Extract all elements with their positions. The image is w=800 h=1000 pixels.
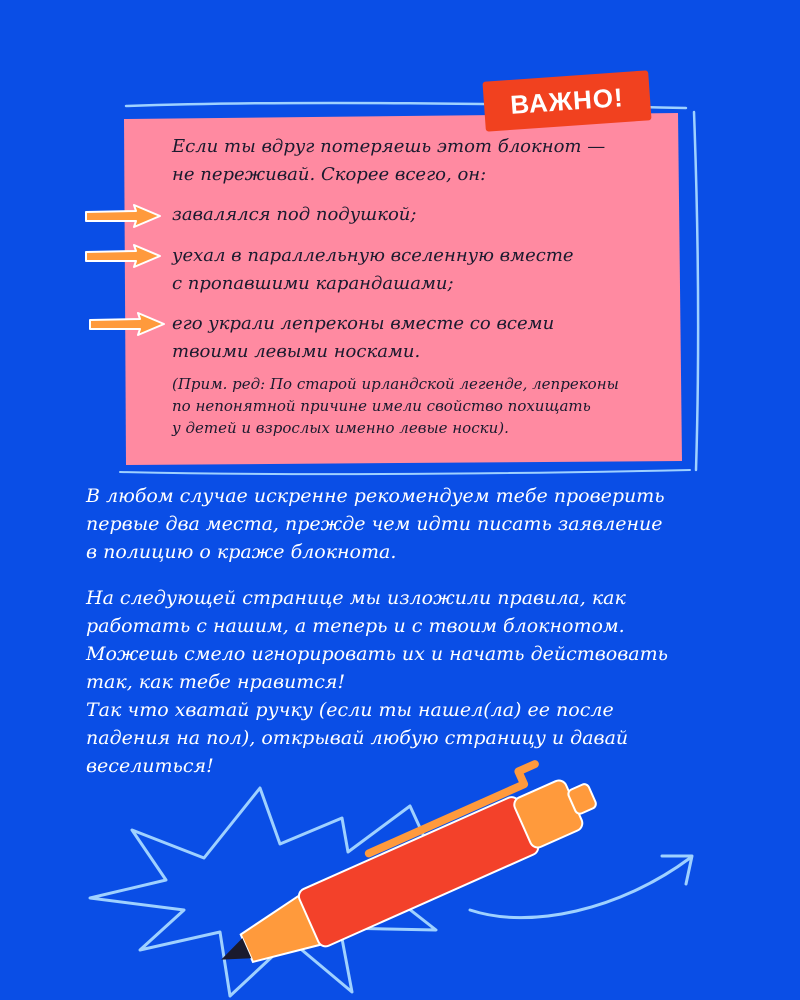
paragraph-line: На следующей странице мы изложили правила, как [86, 587, 626, 609]
list-item-line: завалялся под подушкой; [172, 204, 417, 225]
paragraph-line: так, как тебе нравится! [86, 671, 346, 693]
arrow-right-icon [84, 243, 164, 269]
arrow-right-icon [88, 311, 168, 337]
paragraph-line: первые два места, прежде чем идти писать заявление [86, 513, 663, 535]
pen-illustration [80, 760, 720, 1000]
paragraph-line: Можешь смело игнорировать их и начать действовать [86, 643, 668, 665]
list-item [172, 201, 416, 229]
arrow-right-icon [84, 203, 164, 229]
list-item [172, 242, 574, 298]
badge-label: ВАЖНО! [509, 82, 625, 120]
list-item [172, 310, 554, 366]
editor-note-line: по непонятной причине имели свойство похищать [172, 397, 591, 415]
paragraph-line: работать с нашим, а теперь и с твоим блокнотом. [86, 615, 625, 637]
list-item-line: уехал в параллельную вселенную вместе [172, 245, 574, 266]
paragraph-2 [86, 584, 668, 780]
editor-note [172, 373, 619, 439]
list-item-line: с пропавшими карандашами; [172, 273, 454, 294]
paragraph-1 [86, 482, 665, 566]
paragraph-line: В любом случае искренне рекомендуем тебе проверить [86, 485, 665, 507]
editor-note-line: (Прим. ред: По старой ирландской легенде, лепреконы [172, 375, 619, 393]
card-intro-line: Если ты вдруг потеряешь этот блокнот — [172, 136, 606, 157]
paragraph-line: падения на пол), открывай любую страницу и давай [86, 727, 629, 749]
list-item-line: его украли лепреконы вместе со всеми [172, 313, 555, 334]
list-item-line: твоими левыми носками. [172, 341, 421, 362]
card-intro [172, 133, 605, 189]
paragraph-line: в полицию о краже блокнота. [86, 541, 397, 563]
paragraph-line: веселиться! [86, 755, 214, 777]
editor-note-line: у детей и взрослых именно левые носки). [172, 419, 509, 437]
card-intro-line: не переживай. Скорее всего, он: [172, 164, 487, 185]
paragraph-line: Так что хватай ручку (если ты нашел(ла) ее после [86, 699, 614, 721]
